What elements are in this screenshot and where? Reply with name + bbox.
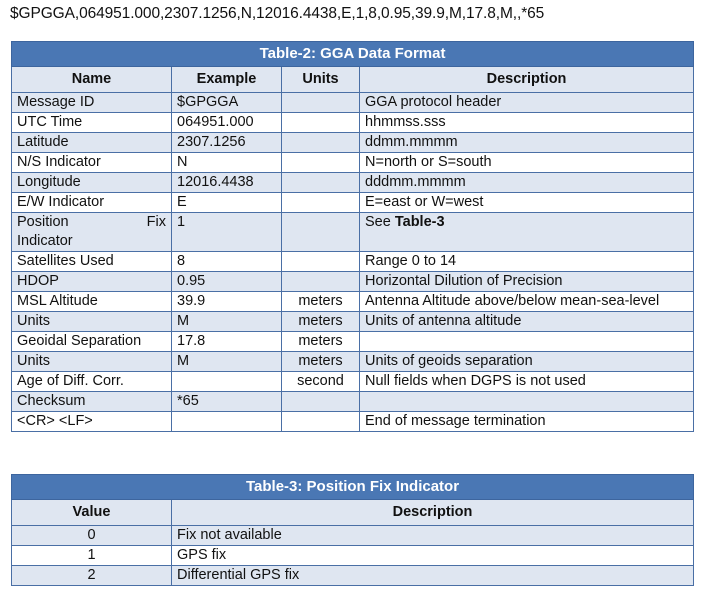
table-row [12, 566, 694, 586]
cell-name-part: Position [17, 214, 69, 230]
cell-name: Age of Diff. Corr. [12, 372, 172, 392]
cell-value: 0 [12, 526, 172, 546]
cell-name: Latitude [12, 133, 172, 153]
header-value: Value [12, 500, 172, 526]
cell-units: meters [282, 312, 360, 332]
cell-description [360, 213, 694, 252]
cell-description: N=north or S=south [360, 153, 694, 173]
cell-description: Units of geoids separation [360, 352, 694, 372]
cell-description: hhmmss.sss [360, 113, 694, 133]
cell-example: 2307.1256 [172, 133, 282, 153]
cell-units [282, 133, 360, 153]
cell-example: 12016.4438 [172, 173, 282, 193]
header-units: Units [282, 67, 360, 93]
cell-example [172, 372, 282, 392]
cell-units [282, 412, 360, 432]
cell-example: 0.95 [172, 272, 282, 292]
cell-description: Differential GPS fix [172, 566, 694, 586]
cell-units [282, 193, 360, 213]
cell-example: $GPGGA [172, 93, 282, 113]
cell-description: Horizontal Dilution of Precision [360, 272, 694, 292]
cell-example: 8 [172, 252, 282, 272]
cell-value: 2 [12, 566, 172, 586]
cell-description [360, 332, 694, 352]
cell-description: dddmm.mmmm [360, 173, 694, 193]
table-row [12, 372, 694, 392]
table-row [12, 292, 694, 312]
cell-example: E [172, 193, 282, 213]
cell-name: N/S Indicator [12, 153, 172, 173]
table3-reference: Table-3 [394, 214, 445, 230]
cell-name: Checksum [12, 392, 172, 412]
cell-name: Longitude [12, 173, 172, 193]
cell-example: 39.9 [172, 292, 282, 312]
table-row [12, 546, 694, 566]
cell-description [360, 392, 694, 412]
table-row [12, 193, 694, 213]
cell-example: *65 [172, 392, 282, 412]
cell-example: N [172, 153, 282, 173]
table-row [12, 332, 694, 352]
table-row [12, 173, 694, 193]
cell-description: ddmm.mmmm [360, 133, 694, 153]
table-row [12, 392, 694, 412]
cell-name-part: Fix [146, 214, 166, 230]
cell-description: Antenna Altitude above/below mean-sea-level [360, 292, 694, 312]
table-row [12, 133, 694, 153]
cell-name [12, 213, 172, 252]
header-description: Description [360, 67, 694, 93]
cell-description: Units of antenna altitude [360, 312, 694, 332]
cell-name: Units [12, 352, 172, 372]
cell-name: E/W Indicator [12, 193, 172, 213]
cell-units: meters [282, 292, 360, 312]
position-fix-indicator-table [11, 474, 694, 586]
table-row [12, 213, 694, 252]
cell-description: Fix not available [172, 526, 694, 546]
cell-units [282, 252, 360, 272]
cell-description: GGA protocol header [360, 93, 694, 113]
table-row [12, 526, 694, 546]
cell-name: MSL Altitude [12, 292, 172, 312]
cell-units [282, 93, 360, 113]
cell-units [282, 392, 360, 412]
cell-units [282, 272, 360, 292]
cell-example: M [172, 352, 282, 372]
cell-example: 064951.000 [172, 113, 282, 133]
cell-description: E=east or W=west [360, 193, 694, 213]
description-prefix: See [365, 214, 395, 230]
table-row [12, 312, 694, 332]
cell-units [282, 153, 360, 173]
table-row [12, 352, 694, 372]
cell-units: second [282, 372, 360, 392]
cell-description: End of message termination [360, 412, 694, 432]
cell-units [282, 113, 360, 133]
cell-units [282, 173, 360, 193]
cell-value: 1 [12, 546, 172, 566]
header-example: Example [172, 67, 282, 93]
cell-description: Range 0 to 14 [360, 252, 694, 272]
cell-units [282, 213, 360, 252]
header-name: Name [12, 67, 172, 93]
table-row [12, 252, 694, 272]
cell-name-part: Indicator [17, 233, 73, 249]
header-description: Description [172, 500, 694, 526]
cell-name: Units [12, 312, 172, 332]
cell-name: HDOP [12, 272, 172, 292]
cell-name: <CR> <LF> [12, 412, 172, 432]
table3-title: Table-3: Position Fix Indicator [12, 475, 694, 500]
cell-name: Message ID [12, 93, 172, 113]
cell-name: Satellites Used [12, 252, 172, 272]
table-row [12, 412, 694, 432]
cell-example: M [172, 312, 282, 332]
cell-description: GPS fix [172, 546, 694, 566]
table-row [12, 272, 694, 292]
cell-units: meters [282, 352, 360, 372]
cell-name: Geoidal Separation [12, 332, 172, 352]
cell-example: 1 [172, 213, 282, 252]
table-row [12, 153, 694, 173]
cell-name: UTC Time [12, 113, 172, 133]
gga-data-format-table [11, 41, 694, 432]
cell-example [172, 412, 282, 432]
table-row [12, 93, 694, 113]
cell-example: 17.8 [172, 332, 282, 352]
cell-units: meters [282, 332, 360, 352]
nmea-sentence: $GPGGA,064951.000,2307.1256,N,12016.4438,E,1,8,0.95,39.9,M,17.8,M,,*65 [10, 5, 545, 22]
cell-description: Null fields when DGPS is not used [360, 372, 694, 392]
table-row [12, 113, 694, 133]
table2-title: Table-2: GGA Data Format [12, 42, 694, 67]
